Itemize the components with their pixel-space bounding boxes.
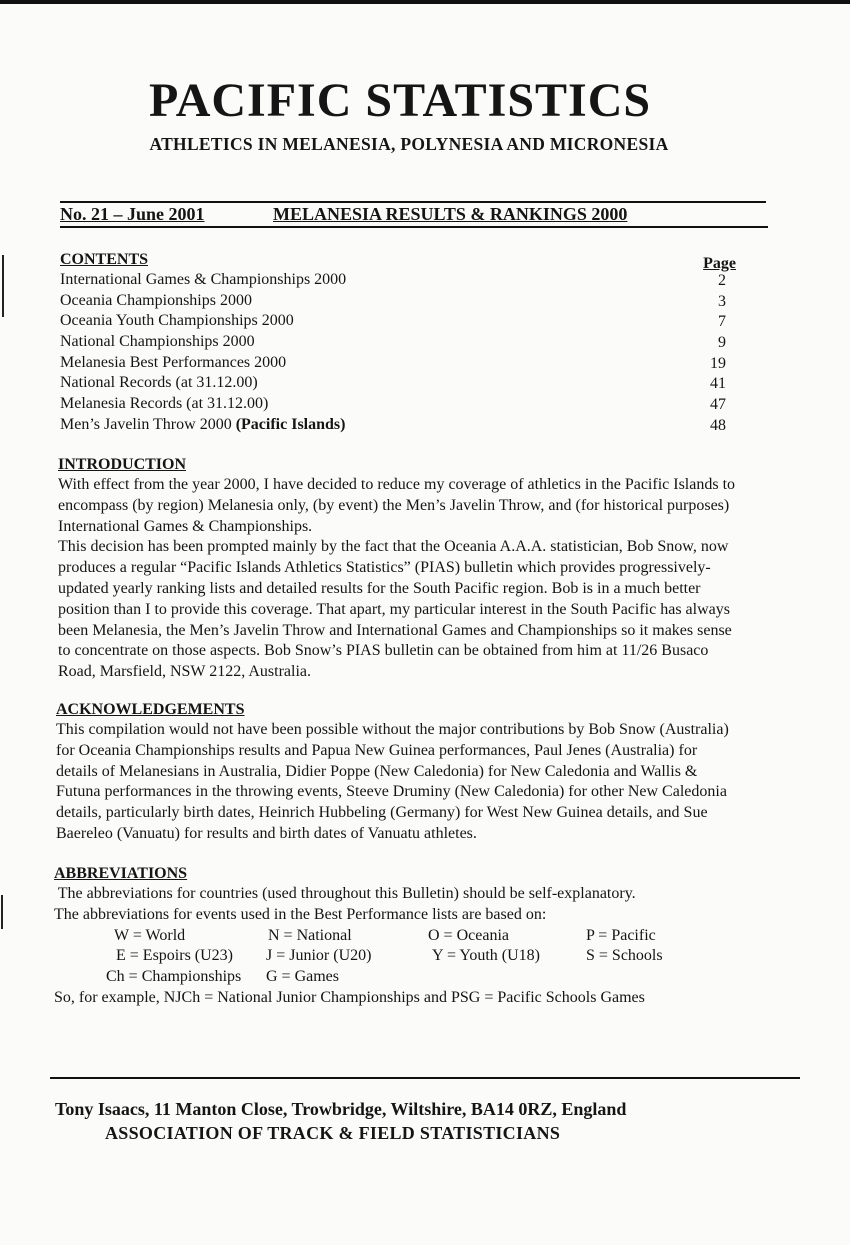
toc-label: Oceania Youth Championships 2000 bbox=[60, 312, 294, 330]
toc-label: Oceania Championships 2000 bbox=[60, 291, 252, 309]
text-line: With effect from the year 2000, I have decided to reduce my coverage of athletics in the Pacific Islands to bbox=[58, 476, 736, 493]
text-line: Futuna performances in the throwing events, Steeve Druminy (New Caledonia) for other New Caledonia bbox=[56, 783, 727, 801]
toc-row bbox=[60, 415, 750, 436]
author-address: Tony Isaacs, 11 Manton Close, Trowbridge, Wiltshire, BA14 0RZ, England bbox=[55, 1099, 627, 1119]
toc-page: 3 bbox=[718, 292, 726, 310]
organisation-name: ASSOCIATION OF TRACK & FIELD STATISTICIANS bbox=[105, 1123, 561, 1143]
text-line: for Oceania Championships results and Papua New Guinea performances, Paul Jenes (Australia) for bbox=[56, 741, 698, 759]
toc-label: Men’s Javelin Throw 2000 bbox=[60, 415, 236, 433]
text-line: to concentrate on those aspects. Bob Snow’s PIAS bulletin can be obtained from him at 11/26 Busaco bbox=[58, 642, 709, 660]
toc-row bbox=[60, 353, 750, 374]
introduction-section bbox=[58, 455, 818, 683]
abbreviations-section bbox=[54, 864, 814, 1008]
abbreviation-item: J = Junior (U20) bbox=[266, 947, 372, 965]
text-line: position than I to provide this coverage. That apart, my particular interest in the South Pacific has always bbox=[58, 600, 730, 618]
toc-page: 48 bbox=[710, 416, 726, 434]
contents-heading: CONTENTS bbox=[60, 251, 149, 268]
introduction-text bbox=[58, 475, 818, 683]
text-line: updated yearly ranking lists and detailed results for the South Pacific region. Bob is in a much better bbox=[58, 579, 701, 597]
introduction-heading: INTRODUCTION bbox=[58, 456, 187, 473]
text-line: Baereleo (Vanuatu) for results and birth dates of Vanuatu athletes. bbox=[56, 824, 477, 842]
page-top-edge bbox=[0, 0, 850, 4]
acknowledgements-section bbox=[56, 700, 816, 845]
toc-row bbox=[60, 332, 750, 353]
text-line: produces a regular “Pacific Islands Athletics Statistics” (PIAS) bulletin which provides progressively- bbox=[58, 559, 711, 577]
text-line: This decision has been prompted mainly by the fact that the Oceania A.A.A. statistician, Bob Snow, now bbox=[58, 538, 729, 556]
text-line: International Games & Championships. bbox=[58, 517, 313, 535]
acknowledgements-text bbox=[56, 720, 816, 845]
text-line: encompass (by region) Melanesia only, (by event) the Men’s Javelin Throw, and (for historical purposes) bbox=[58, 496, 730, 514]
toc-page: 19 bbox=[710, 354, 726, 372]
page-subtitle: ATHLETICS IN MELANESIA, POLYNESIA AND MICRONESIA bbox=[149, 134, 669, 154]
abbreviation-item: Y = Youth (U18) bbox=[432, 947, 540, 965]
abbreviation-item: Ch = Championships bbox=[106, 967, 242, 985]
toc-label: Melanesia Records (at 31.12.00) bbox=[60, 395, 269, 413]
text-line: This compilation would not have been possible without the major contributions by Bob Snow (Australia) bbox=[56, 721, 729, 738]
toc-label: International Games & Championships 2000 bbox=[60, 271, 347, 288]
text-line: The abbreviations for events used in the Best Performance lists are based on: bbox=[54, 905, 547, 923]
abbreviation-grid bbox=[54, 926, 814, 988]
toc-row bbox=[60, 291, 750, 312]
toc-page: 47 bbox=[710, 396, 726, 414]
acknowledgements-heading: ACKNOWLEDGEMENTS bbox=[56, 701, 245, 718]
abbreviations-example: So, for example, NJCh = National Junior Championships and PSG = Pacific Schools Games bbox=[54, 988, 645, 1006]
text-line: been Melanesia, the Men’s Javelin Throw and International Games and Championships so it makes sense bbox=[58, 621, 732, 639]
abbreviations-heading: ABBREVIATIONS bbox=[54, 865, 188, 882]
page-column-heading: Page bbox=[703, 255, 736, 272]
footer-rule bbox=[50, 1077, 800, 1079]
abbreviation-item: G = Games bbox=[266, 967, 340, 985]
abbreviations-intro bbox=[54, 884, 814, 926]
issue-number: No. 21 – June 2001 bbox=[60, 204, 205, 224]
abbreviation-item: E = Espoirs (U23) bbox=[116, 947, 234, 965]
text-line: The abbreviations for countries (used throughout this Bulletin) should be self-explanatory. bbox=[54, 885, 636, 902]
toc-row bbox=[60, 394, 750, 415]
abbreviation-item: S = Schools bbox=[586, 947, 663, 965]
toc-row bbox=[60, 373, 750, 394]
issue-underline bbox=[60, 226, 768, 228]
toc-label-bold: (Pacific Islands) bbox=[235, 415, 346, 433]
toc-page: 41 bbox=[710, 375, 726, 393]
toc-row bbox=[60, 311, 750, 332]
toc-page: 2 bbox=[718, 272, 726, 289]
abbreviation-item: P = Pacific bbox=[586, 926, 656, 944]
toc-label: National Records (at 31.12.00) bbox=[60, 374, 258, 392]
text-line: Road, Marsfield, NSW 2122, Australia. bbox=[58, 663, 312, 681]
text-line: details of Melanesians in Australia, Didier Poppe (New Caledonia) for New Caledonia and Wallis & bbox=[56, 762, 698, 780]
toc-row bbox=[60, 270, 750, 291]
page-title: PACIFIC STATISTICS bbox=[148, 74, 652, 127]
abbreviation-item: N = National bbox=[268, 926, 352, 944]
abbreviation-item: O = Oceania bbox=[428, 926, 509, 944]
text-line: details, particularly birth dates, Heinrich Hubbeling (Germany) for West New Guinea details, and Sue bbox=[56, 804, 708, 822]
toc-label: National Championships 2000 bbox=[60, 333, 255, 351]
issue-line bbox=[60, 203, 766, 227]
contents-section bbox=[60, 250, 750, 436]
scan-margin-mark bbox=[1, 895, 3, 929]
toc-label: Melanesia Best Performances 2000 bbox=[60, 353, 287, 371]
issue-title: MELANESIA RESULTS & RANKINGS 2000 bbox=[273, 204, 628, 224]
toc-page: 7 bbox=[718, 313, 726, 331]
abbreviation-item: W = World bbox=[114, 926, 186, 944]
scan-margin-mark bbox=[2, 255, 4, 317]
toc-page: 9 bbox=[718, 334, 726, 352]
